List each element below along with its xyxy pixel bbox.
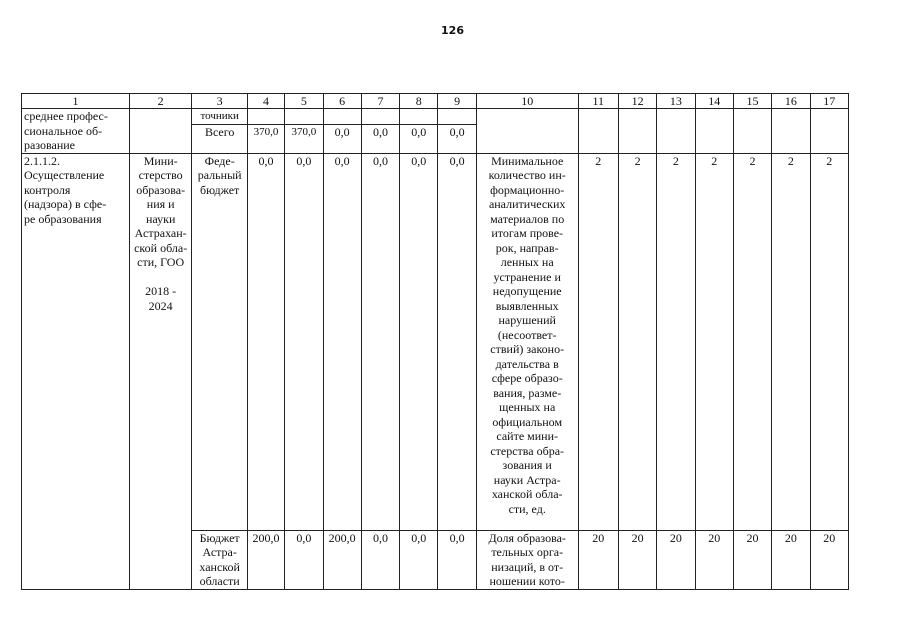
target-value: 2 [772,153,810,530]
target-value: 20 [772,530,810,589]
empty-cell [657,109,695,154]
empty-cell [695,109,733,154]
column-number-row [22,94,849,109]
column-number: 6 [323,94,361,109]
column-number: 12 [618,94,656,109]
empty-cell [285,109,323,125]
column-number: 3 [192,94,247,109]
column-number: 11 [578,94,618,109]
column-number: 5 [285,94,323,109]
indicator-line: стерства обра- [490,443,565,458]
column-number: 10 [476,94,578,109]
target-value: 2 [657,153,695,530]
value-cell: 0,0 [285,153,323,530]
value-cell: 0,0 [323,153,361,530]
column-number: 17 [810,94,848,109]
value-cell: 0,0 [247,153,284,530]
page-number: 126 [441,24,464,37]
indicator-line: ханской обла- [491,487,563,501]
value-cell: 0,0 [438,153,476,530]
target-value: 20 [695,530,733,589]
column-number: 13 [657,94,695,109]
funding-source-total: Всего [192,124,247,153]
target-value: 2 [733,153,771,530]
indicator-line: нарушений [498,313,556,327]
indicator-line: материалов по [490,211,565,226]
column-number: 7 [361,94,399,109]
indicator-line: зования и [502,458,552,472]
table-row-federal [22,153,849,530]
table-row [22,109,849,125]
indicator-line: устранение и [493,269,561,284]
value-cell: 370,0 [285,124,323,153]
indicator-line: щенных на [499,400,556,414]
empty-cell [361,109,399,125]
indicator-line: недопущение [492,284,562,298]
column-number: 1 [22,94,130,109]
funding-source-federal: Феде- ральный бюджет [192,153,247,530]
value-cell: 0,0 [361,530,399,589]
indicator-line: сайте мини- [496,429,559,443]
activity-name: 2.1.1.2. Осуществление контроля (надзора) в сфе- ре образования [22,153,130,589]
target-value: 20 [810,530,848,589]
indicator-line: аналитических [488,197,566,211]
value-cell: 0,0 [361,153,399,530]
column-number: 8 [400,94,438,109]
empty-cell [618,109,656,154]
indicator-line: сфере образо- [491,371,563,385]
indicator-line: итогам прове- [491,226,564,240]
executor-and-period: Мини- стерство образова- ния и науки Астрахан- ской обла- сти, ГОО 2018 - 2024 [129,153,192,589]
indicator-line: количество ин- [488,168,566,182]
indicator-description: Доля образова- тельных орга- низаций, в от- ношении кото- [476,530,578,589]
empty-cell [400,109,438,125]
executor-cell-empty [129,109,192,154]
value-cell: 0,0 [323,124,361,153]
indicator-line: Минимальное [491,153,564,168]
program-table [21,93,849,590]
column-number: 2 [129,94,192,109]
target-value: 20 [618,530,656,589]
value-cell: 0,0 [438,530,476,589]
column-number: 15 [733,94,771,109]
value-cell: 0,0 [438,124,476,153]
value-cell: 0,0 [400,124,438,153]
empty-cell [247,109,284,125]
value-cell: 0,0 [400,530,438,589]
target-value: 2 [810,153,848,530]
funding-source-regional: Бюджет Астра- ханской области [192,530,247,589]
value-cell: 370,0 [247,124,284,153]
value-cell: 0,0 [400,153,438,530]
target-value: 20 [578,530,618,589]
indicator-line: ствий) законо- [490,342,565,356]
empty-cell [810,109,848,154]
indicator-line: выявленных [495,298,559,313]
indicator-line: (несоответ- [497,327,557,342]
target-value: 2 [618,153,656,530]
target-value: 20 [657,530,695,589]
indicator-line: рок, направ- [495,240,559,255]
column-number: 9 [438,94,476,109]
target-value: 20 [733,530,771,589]
empty-cell [323,109,361,125]
empty-cell [772,109,810,154]
indicator-line: формационно- [490,182,565,197]
indicator-line: дательства в [495,356,559,371]
indicator-cell-empty [476,109,578,154]
indicator-description [476,153,578,530]
indicator-line: официальном [492,414,563,429]
empty-cell [578,109,618,154]
target-value: 2 [695,153,733,530]
value-cell: 200,0 [247,530,284,589]
empty-cell [438,109,476,125]
empty-cell [733,109,771,154]
indicator-line: науки Астра- [493,472,561,487]
funding-source-continued: точники [192,109,247,125]
column-number: 16 [772,94,810,109]
activity-name-continued: среднее профес- сиональное об- разование [22,109,130,154]
column-number: 14 [695,94,733,109]
value-cell: 200,0 [323,530,361,589]
indicator-line: вания, разме- [493,385,562,400]
value-cell: 0,0 [361,124,399,153]
indicator-line: сти, ед. [508,501,546,516]
value-cell: 0,0 [285,530,323,589]
target-value: 2 [578,153,618,530]
column-number: 4 [247,94,284,109]
indicator-line: ленных на [500,255,554,269]
